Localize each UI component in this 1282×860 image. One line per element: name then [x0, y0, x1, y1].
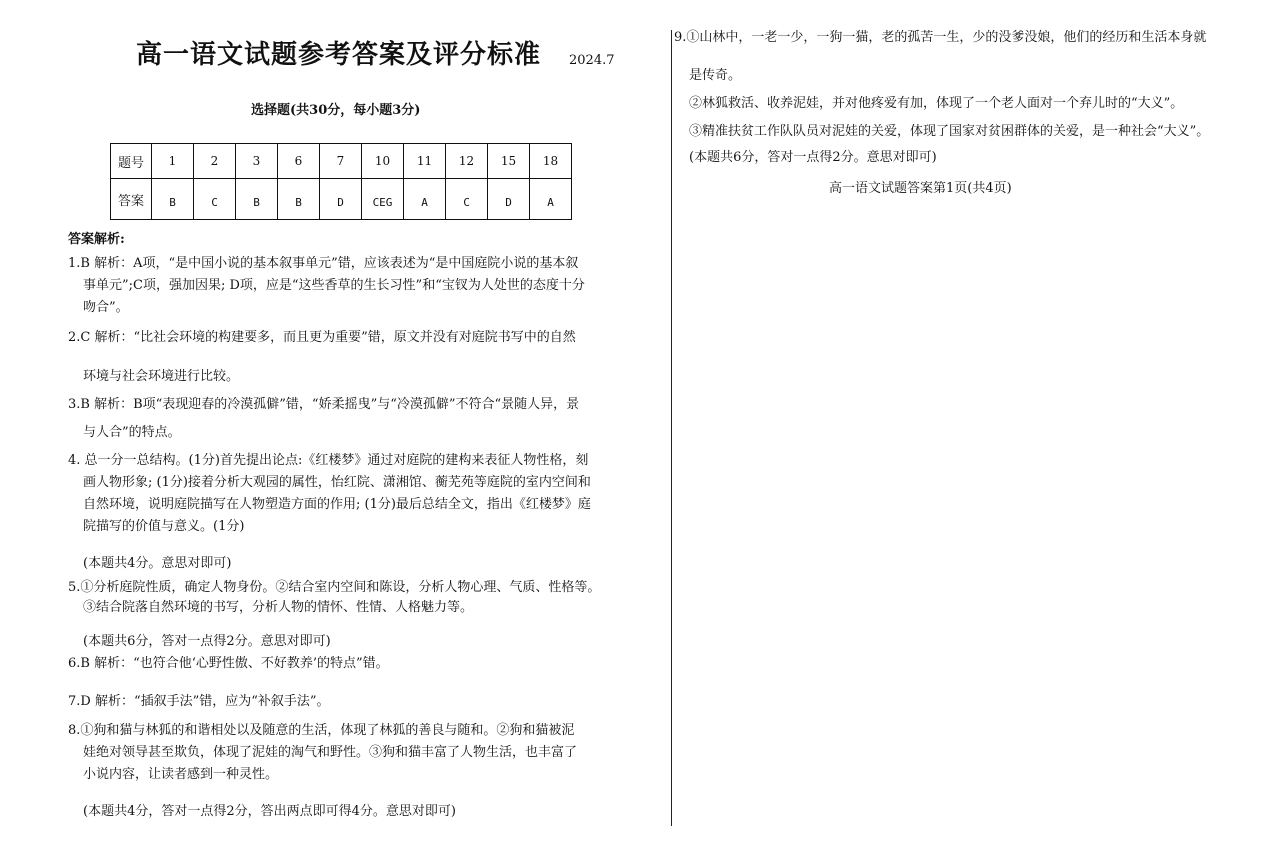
q8-line: 8.①狗和猫与林狐的和谐相处以及随意的生活，体现了林狐的善良与随和。②狗和猫被泥 [68, 723, 575, 738]
right-column [672, 0, 1232, 860]
answer-cell: C [446, 179, 488, 220]
section-subtitle: 选择题(共30分，每小题3分) [251, 103, 421, 118]
row-label-question: 题号 [111, 144, 152, 179]
q9-line: ③精准扶贫工作队队员对泥娃的关爱，体现了国家对贫困群体的关爱，是一种社会“大义”。 [689, 124, 1210, 139]
q8-line: 小说内容，让读者感到一种灵性。 [83, 767, 279, 782]
question-number: 11 [404, 144, 446, 179]
answer-cell: B [236, 179, 278, 220]
question-number-row [111, 144, 572, 179]
question-number: 10 [362, 144, 404, 179]
q9-line: 是传奇。 [689, 68, 742, 83]
q1-line: 事单元”;C项，强加因果; D项，应是“这些香草的生长习性”和“宝钗为人处世的态度十分 [83, 278, 585, 293]
question-number: 18 [530, 144, 572, 179]
question-number: 1 [152, 144, 194, 179]
q9-score-note: (本题共6分，答对一点得2分。意思对即可) [689, 150, 937, 165]
q4-line: 画人物形象; (1分)接着分析大观园的属性，怡红院、潇湘馆、蘅芜苑等庭院的室内空间和 [83, 475, 591, 490]
answer-cell: B [278, 179, 320, 220]
q3-line: 与人合”的特点。 [83, 425, 181, 440]
question-number: 7 [320, 144, 362, 179]
q3-line: 3.B 解析：B项“表现迎春的冷漠孤僻”错，“娇柔摇曳”与“冷漠孤僻”不符合“景随人异，景 [68, 397, 580, 412]
question-number: 12 [446, 144, 488, 179]
q4-line: 4. 总一分一总结构。(1分)首先提出论点:《红楼梦》通过对庭院的建构来表征人物性格，刻 [68, 453, 589, 468]
q4-line: 院描写的价值与意义。(1分) [83, 519, 245, 534]
answer-table [110, 143, 572, 220]
question-number: 3 [236, 144, 278, 179]
page-footer: 高一语文试题答案第1页(共4页) [829, 181, 1012, 196]
q2-line: 环境与社会环境进行比较。 [83, 369, 240, 384]
answer-row [111, 179, 572, 220]
q9-line: ②林狐救活、收养泥娃，并对他疼爱有加，体现了一个老人面对一个弃儿时的“大义”。 [689, 96, 1184, 111]
q5-score-note: (本题共6分，答对一点得2分。意思对即可) [83, 634, 331, 649]
q2-line: 2.C 解析：“比社会环境的构建要多，而且更为重要”错，原文并没有对庭院书写中的自然 [68, 330, 576, 345]
answer-cell: CEG [362, 179, 404, 220]
q6-line: 6.B 解析：“也符合他‘心野性傲、不好教养’的特点”错。 [68, 656, 389, 671]
q8-score-note: (本题共4分，答对一点得2分，答出两点即可得4分。意思对即可) [83, 804, 456, 819]
q4-score-note: (本题共4分。意思对即可) [83, 556, 232, 571]
q5-line: ③结合院落自然环境的书写，分析人物的情怀、性情、人格魅力等。 [83, 600, 474, 615]
q9-line: 9.①山林中，一老一少，一狗一猫，老的孤苦一生，少的没爹没娘，他们的经历和生活本身就 [674, 30, 1207, 45]
exam-date: 2024.7 [569, 53, 615, 68]
q8-line: 娃绝对领导甚至欺负，体现了泥娃的淘气和野性。③狗和猫丰富了人物生活，也丰富了 [83, 745, 578, 760]
q1-line: 吻合”。 [83, 300, 129, 315]
answer-cell: D [488, 179, 530, 220]
q7-line: 7.D 解析：“插叙手法”错，应为“补叙手法”。 [68, 694, 330, 709]
answer-cell: A [530, 179, 572, 220]
row-label-answer: 答案 [111, 179, 152, 220]
q1-line: 1.B 解析：A项，“是中国小说的基本叙事单元”错，应该表述为“是中国庭院小说的基本叙 [68, 256, 579, 271]
answer-cell: B [152, 179, 194, 220]
q5-line: 5.①分析庭院性质，确定人物身份。②结合室内空间和陈设，分析人物心理、气质、性格等。 [68, 580, 601, 595]
left-column [68, 0, 628, 860]
q4-line: 自然环境，说明庭院描写在人物塑造方面的作用; (1分)最后总结全文，指出《红楼梦》庭 [83, 497, 591, 512]
question-number: 15 [488, 144, 530, 179]
question-number: 6 [278, 144, 320, 179]
question-number: 2 [194, 144, 236, 179]
analysis-heading: 答案解析: [68, 232, 125, 247]
answer-cell: D [320, 179, 362, 220]
page-title: 高一语文试题参考答案及评分标准 [136, 40, 542, 70]
answer-cell: C [194, 179, 236, 220]
answer-cell: A [404, 179, 446, 220]
